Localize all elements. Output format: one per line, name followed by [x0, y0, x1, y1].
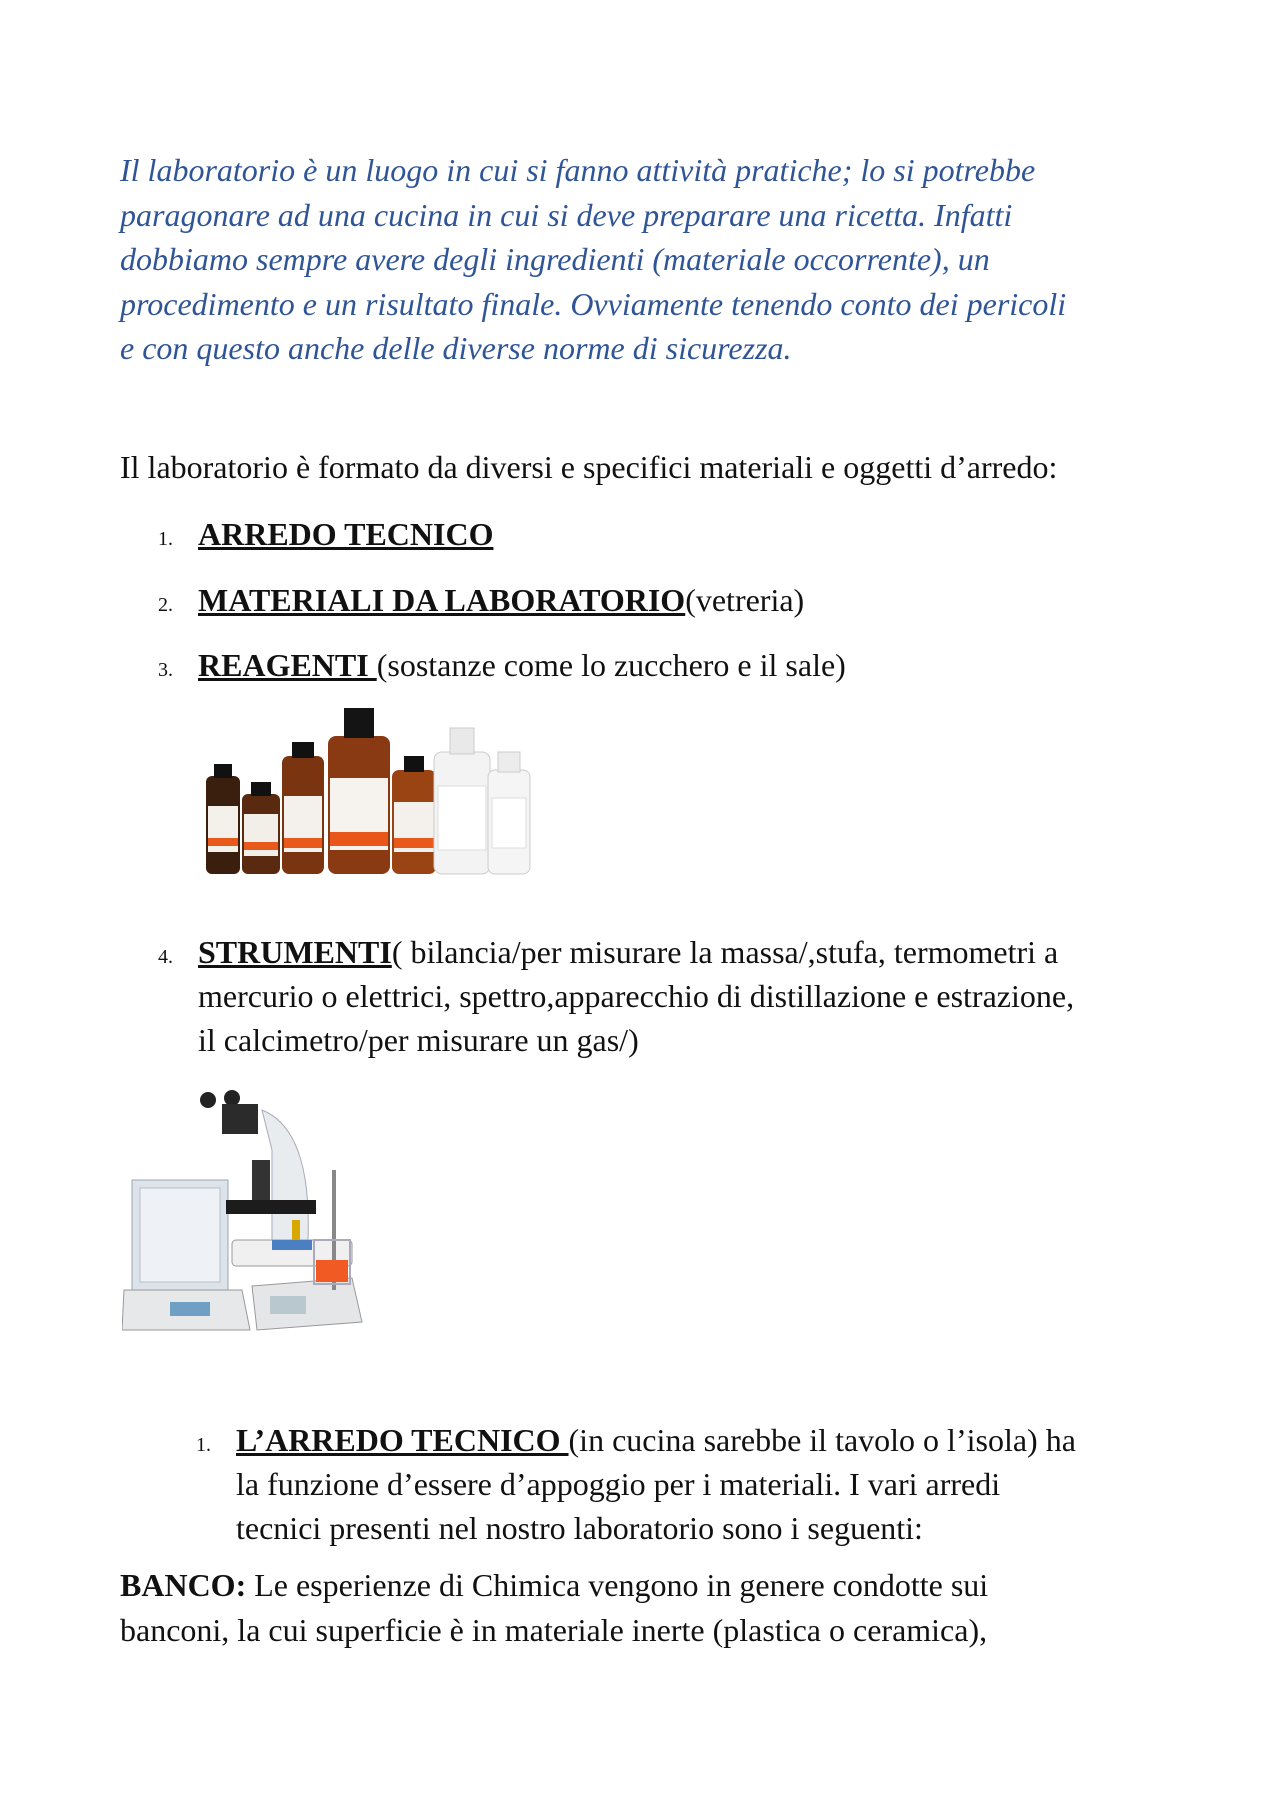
banco-paragraph: [120, 1563, 1180, 1653]
banco-text: Le esperienze di Chimica vengono in genere condotte sui: [246, 1567, 989, 1603]
intro-line: e con questo anche delle diverse norme di sicurezza.: [120, 330, 792, 366]
list-number: 2.: [158, 594, 173, 616]
section-text: la funzione d’essere d’appoggio per i materiali. I vari arredi: [236, 1466, 1001, 1502]
list-item-text: mercurio o elettrici, spettro,apparecchio di distillazione e estrazione,: [198, 978, 1075, 1014]
intro-line: paragonare ad una cucina in cui si deve preparare una ricetta. Infatti: [120, 196, 1013, 233]
list-item-text: (sostanze come lo zucchero e il sale): [376, 647, 846, 683]
list-number: 3.: [158, 659, 173, 681]
list-item: [198, 512, 493, 556]
intro-line: procedimento e un risultato finale. Ovviamente tenendo conto dei pericoli: [120, 285, 1067, 322]
section-heading: [236, 1418, 1176, 1550]
list-item: [198, 578, 804, 622]
section-number: 1.: [196, 1434, 211, 1456]
intro-paragraph: [120, 148, 1160, 371]
list-item: [198, 643, 846, 687]
reagent-bottles-image: [198, 706, 533, 878]
intro-line: Il laboratorio è un luogo in cui si fanno attività pratiche; lo si potrebbe: [120, 152, 1036, 188]
list-item: [198, 930, 1178, 1062]
banco-label: BANCO:: [120, 1567, 247, 1603]
list-item-label: ARREDO TECNICO: [198, 516, 494, 552]
list-item-text: il calcimetro/per misurare un gas/): [198, 1022, 639, 1058]
section-text: tecnici presenti nel nostro laboratorio sono i seguenti:: [236, 1510, 923, 1546]
section-label: L’ARREDO TECNICO: [236, 1422, 569, 1458]
lead-sentence: Il laboratorio è formato da diversi e specifici materiali e oggetti d’arredo:: [120, 449, 1058, 485]
list-item-label: STRUMENTI: [198, 934, 392, 970]
section-text: (in cucina sarebbe il tavolo o l’isola) ha: [568, 1422, 1076, 1458]
intro-line: dobbiamo sempre avere degli ingredienti (materiale occorrente), un: [120, 241, 990, 277]
banco-text: banconi, la cui superficie è in materiale inerte (plastica o ceramica),: [120, 1612, 988, 1648]
list-number: 4.: [158, 946, 173, 968]
list-item-label: REAGENTI: [198, 647, 377, 683]
list-item-label: MATERIALI DA LABORATORIO: [198, 582, 686, 618]
list-item-text: ( bilancia/per misurare la massa/,stufa, termometri a: [391, 934, 1059, 970]
list-item-text: (vetreria): [685, 582, 805, 618]
list-number: 1.: [158, 528, 173, 550]
lab-instruments-image: [122, 1090, 397, 1340]
